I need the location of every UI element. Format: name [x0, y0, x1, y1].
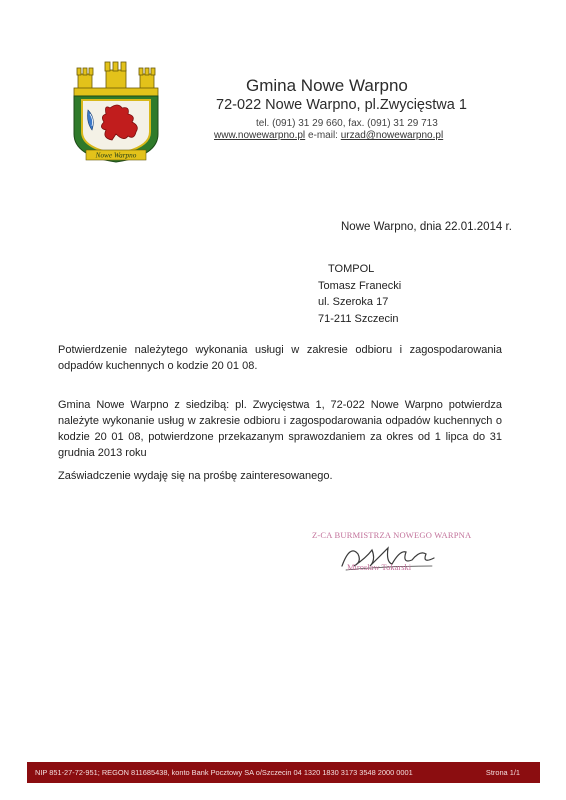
letterhead-title: Gmina Nowe Warpno	[246, 76, 408, 95]
footer-bar	[27, 762, 540, 783]
email-label: e-mail:	[307, 130, 338, 141]
recipient-street: ul. Szeroka 17	[318, 296, 389, 308]
website-link[interactable]: www.nowewarpno.pl	[214, 130, 306, 141]
letter-body: Gmina Nowe Warpno z siedzibą: pl. Zwycięstwa 1, 72-022 Nowe Warpno potwierdza należyte wykonanie usług w zakresie odbioru i zagospodarowania odpadów kuchennych o kodzie 20 01 08, potwierdzone przekazanym sprawozdaniem za okres od 1 lipca do 31 grudnia 2013 roku	[58, 399, 502, 459]
letterhead-phone-fax: tel. (091) 31 29 660, fax. (091) 31 29 713	[256, 118, 438, 129]
stamp-title: Z-CA BURMISTRZA NOWEGO WARPNA	[312, 530, 472, 540]
letter-closing: Zaświadczenie wydaję się na prośbę zainteresowanego.	[58, 470, 333, 482]
letterhead-contact	[214, 130, 443, 141]
recipient-block	[318, 261, 401, 327]
letterhead-address: 72-022 Nowe Warpno, pl.Zwycięstwa 1	[216, 97, 467, 113]
crest-ribbon-label: Nowe Warpno	[95, 151, 137, 160]
footer-company-info: NIP 851-27-72-951; REGON 811685438, konto Bank Pocztowy SA o/Szczecin 04 1320 1830 3173 3548 2000 0001	[35, 768, 413, 777]
recipient-name: Tomasz Franecki	[318, 279, 402, 292]
recipient-company: TOMPOL	[328, 263, 375, 275]
letter-date: Nowe Warpno, dnia 22.01.2014 r.	[341, 221, 512, 233]
footer-page-number: Strona 1/1	[485, 768, 520, 777]
coat-of-arms-logo	[66, 60, 166, 164]
letter-subject: Potwierdzenie należytego wykonania usługi w zakresie odbioru i zagospodarowania odpadów kuchennych o kodzie 20 01 08.	[58, 344, 502, 372]
stamp-name: Mirosław Tokarski	[347, 562, 412, 572]
email-link[interactable]: urzad@nowewarpno.pl	[340, 130, 444, 141]
recipient-city: 71-211 Szczecin	[318, 312, 399, 325]
